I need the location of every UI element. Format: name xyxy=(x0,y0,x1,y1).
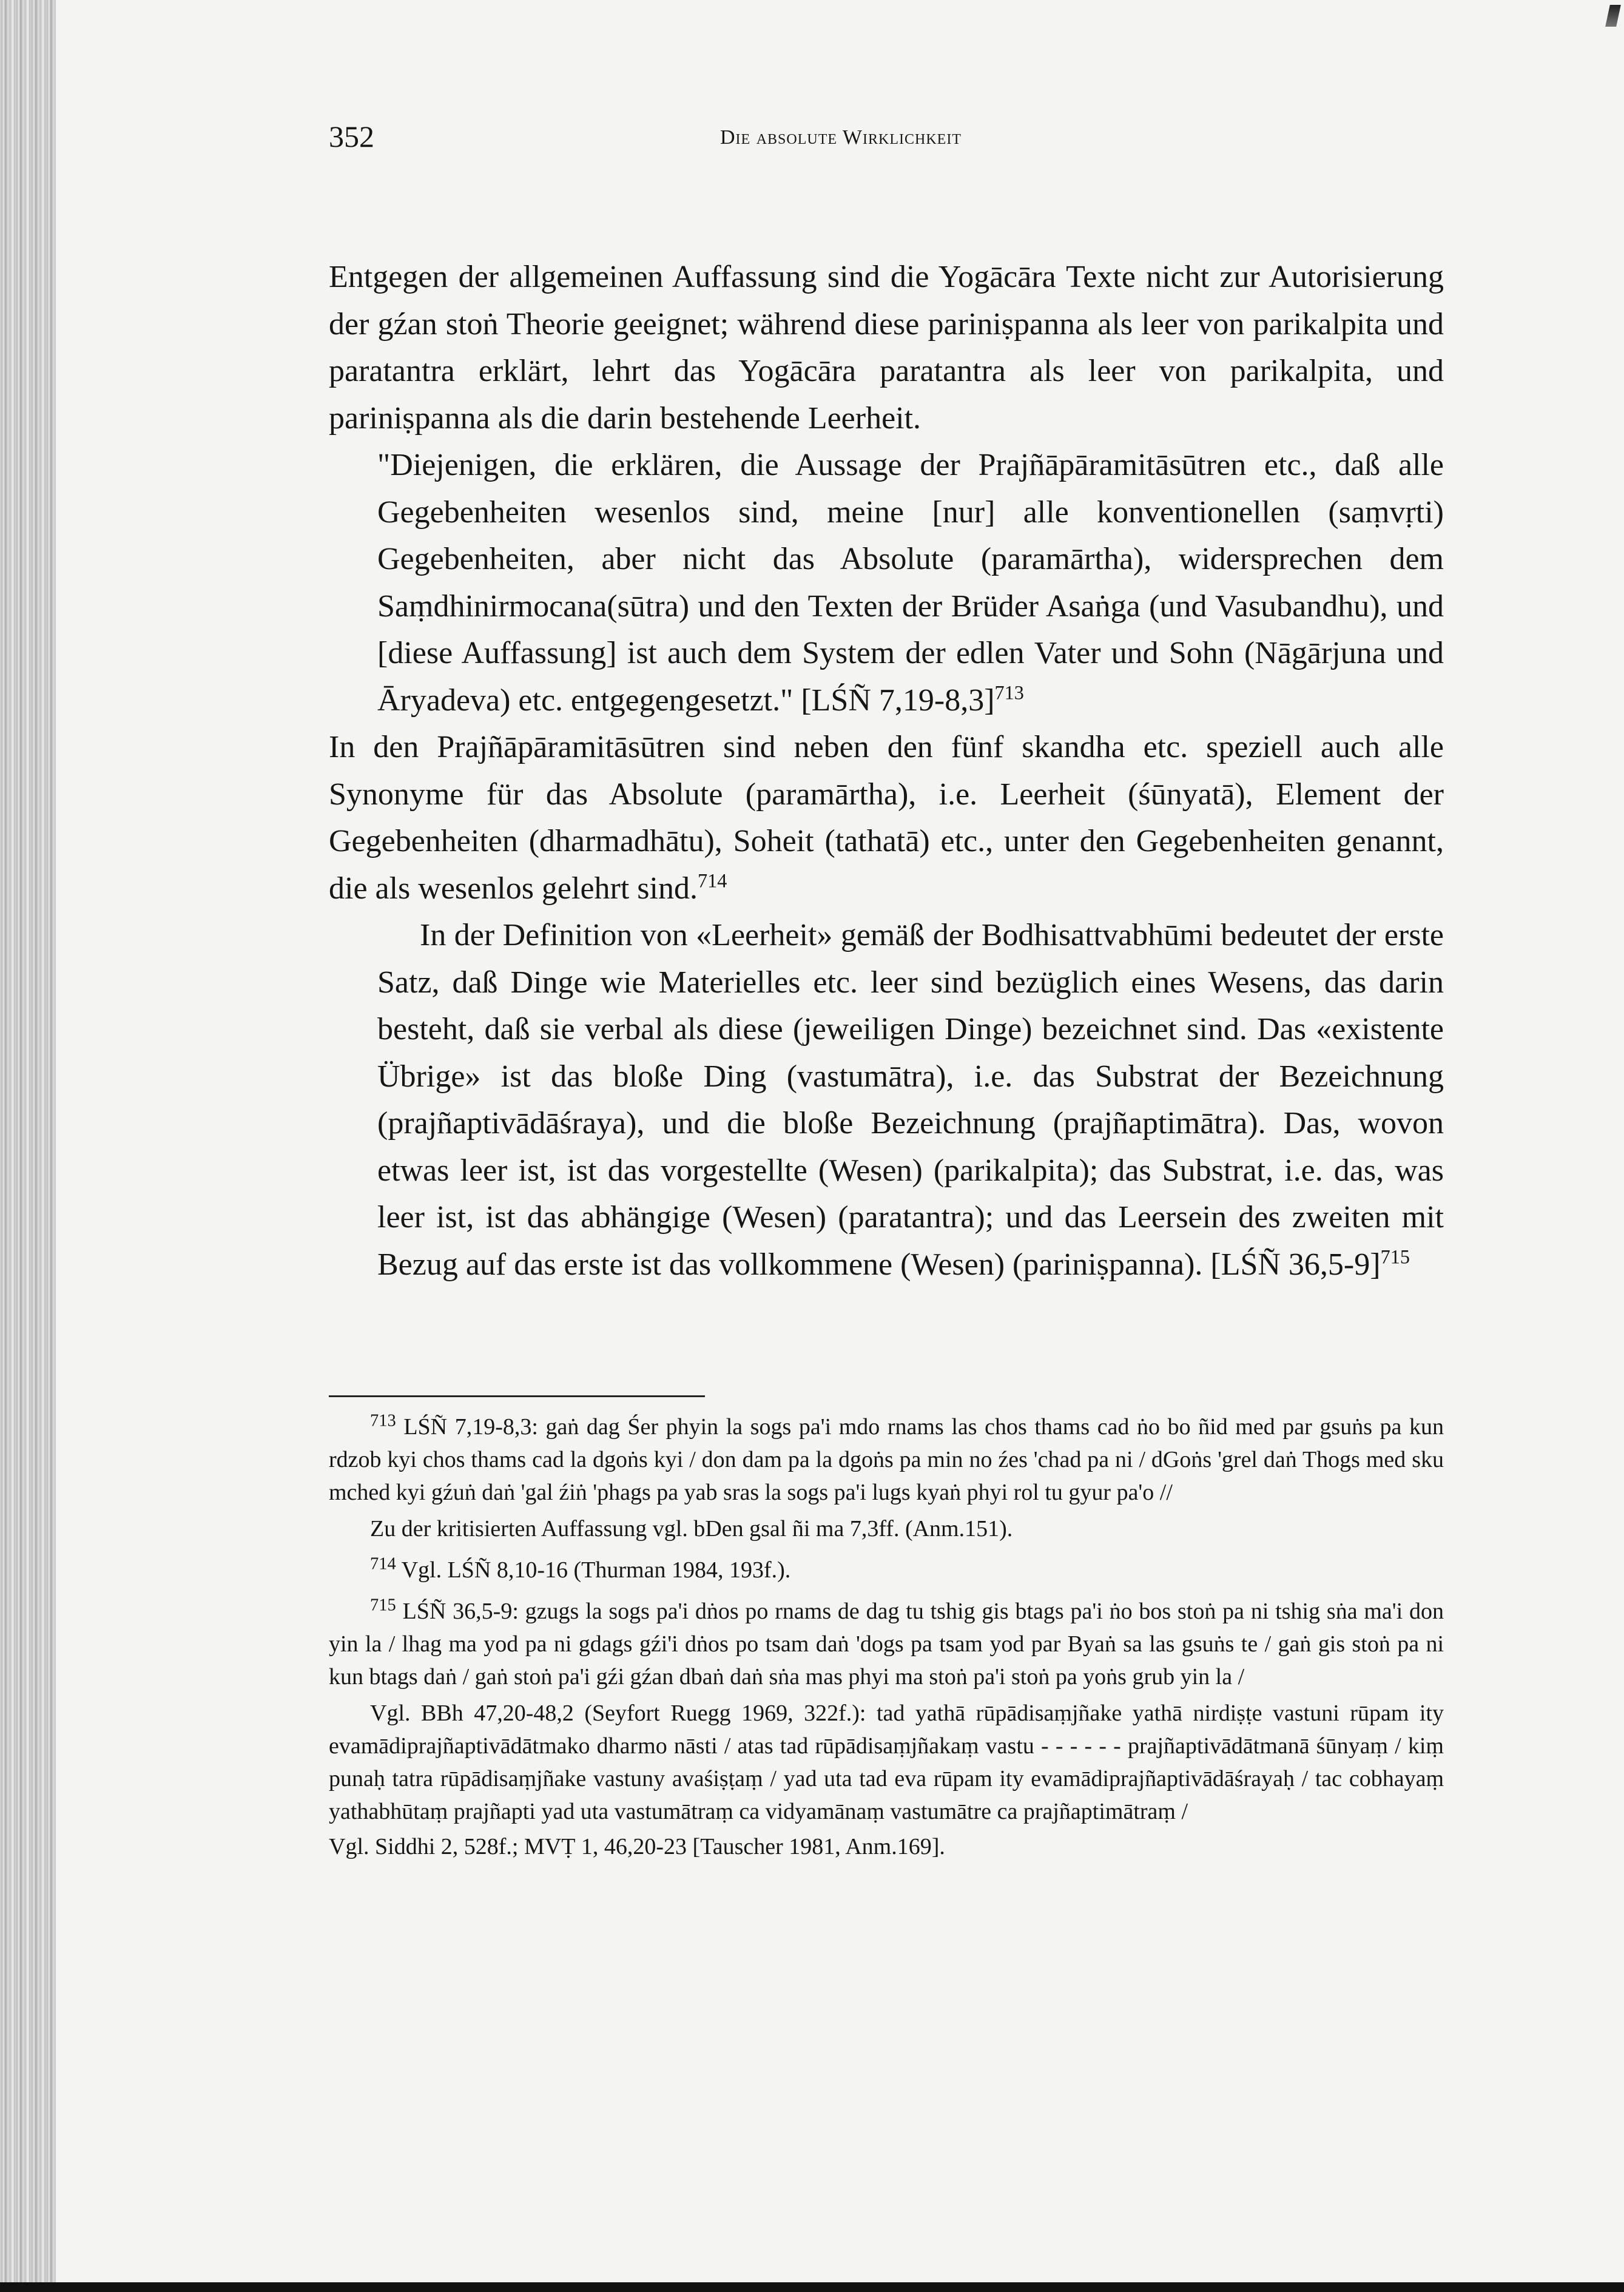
book-binding-edge xyxy=(0,0,56,2292)
footnote-715-last: Vgl. Siddhi 2, 528f.; MVṬ 1, 46,20-23 [Tauscher 1981, Anm.169]. xyxy=(329,1834,945,1859)
body-paragraph-2 xyxy=(329,724,1444,912)
footnote-713 xyxy=(329,1411,1444,1509)
footnote-714 xyxy=(329,1554,1444,1586)
body-paragraph-2-text: In den Prajñāpāramitāsūtren sind neben den fünf skandha etc. speziell auch alle Synonyme für das Absolute (paramārtha), i.e. Leerheit (śūnyatā), Element der Gegebenheiten (dharmadhātu), Soheit (tathatā) etc., unter den Gegebenheiten genannt, die als wesenlos gelehrt sind. xyxy=(329,730,1444,906)
page-number: 352 xyxy=(329,120,374,153)
body-paragraph-3-text: In der Definition von «Leerheit» gemäß der Bodhisattvabhūmi bedeutet der erste Satz, daß Dinge wie Materielles etc. leer sind bezüglich eines Wesens, das darin besteht, daß sie verbal als diese (jeweiligen Dinge) bezeichnet sind. Das «existente Übrige» ist das bloße Ding (vastumātra), i.e. das Substrat der Bezeichnung (prajñaptivādāśraya), und die bloße Bezeichnung (prajñaptimātra). Das, wovon etwas leer ist, ist das vorgestellte (Wesen) (parikalpita); das Substrat, i.e. das, was leer ist, ist das abhängige (Wesen) (paratantra); und das Leersein des zweiten mit Bezug auf das erste ist das vollkommene (Wesen) (pariniṣpanna). [LŚÑ 36,5-9] xyxy=(377,918,1444,1282)
footnote-separator xyxy=(329,1395,705,1397)
scan-bottom-edge xyxy=(0,2282,1624,2292)
footnote-713-mark: 713 xyxy=(370,1411,396,1431)
body-paragraph-3 xyxy=(377,912,1444,1288)
footnotes xyxy=(329,1411,1444,1863)
page-header xyxy=(329,119,1427,161)
footnote-715 xyxy=(329,1595,1444,1693)
quotation-text: "Diejenigen, die erklären, die Aussage der Prajñāpāramitāsūtren etc., daß alle Gegebenheiten wesenlos sind, meine [nur] alle konventionellen (saṃvṛti) Gegebenheiten, aber nicht das Absolute (paramārtha), widersprechen dem Saṃdhinirmocana(sūtra) und den Texten der Brüder Asaṅga (und Vasubandhu), und [diese Auffassung] ist auch dem System der edlen Vater und Sohn (Nāgārjuna und Āryadeva) etc. entgegengesetzt." [LŚÑ 7,19-8,3] xyxy=(377,448,1444,718)
scan-corner-mark xyxy=(1605,5,1621,27)
footnote-714-text: Vgl. LŚÑ 8,10-16 (Thurman 1984, 193f.). xyxy=(401,1557,791,1583)
footnote-ref-715[interactable]: 715 xyxy=(1380,1245,1410,1268)
footnote-715-mark: 715 xyxy=(370,1596,396,1615)
footnote-713-text: LŚÑ 7,19-8,3: gaṅ dag Śer phyin la sogs pa'i mdo rnams las chos thams cad ṅo bo ñid med par gsuṅs pa kun rdzob kyi chos thams cad la dgoṅs kyi / don dam pa la dgoṅs pa min no źes 'chad pa ni / dGoṅs 'grel daṅ Thogs med sku mched kyi gźuṅ daṅ 'gal źiṅ 'phags pa yab sras la sogs pa'i lugs kyaṅ phyi rol tu gyur pa'o // xyxy=(329,1414,1444,1505)
footnote-715-sub: Vgl. BBh 47,20-48,2 (Seyfort Ruegg 1969, 322f.): tad yathā rūpādisaṃjñake yathā nirdiṣṭe vastuni rūpam ity evamādiprajñaptivādātmako dharmo nāsti / atas tad rūpādisaṃjñakaṃ vastu - - - - - - prajñaptivādātmanā śūnyaṃ / kiṃ punaḥ tatra rūpādisaṃjñake vastuny avaśiṣṭaṃ / yad uta tad eva rūpam ity evamādiprajñaptivādāśrayaḥ / tac cobhayaṃ yathabhūtaṃ prajñapti yad uta vastumātraṃ ca vidyamānaṃ vastumātre ca prajñaptimātraṃ / xyxy=(329,1700,1444,1824)
main-text xyxy=(329,254,1444,1288)
footnote-715-text: LŚÑ 36,5-9: gzugs la sogs pa'i dṅos po rnams de dag tu tshig gis btags pa'i ṅo bos stoṅ pa ni tshig sṅa ma'i don yin la / lhag ma yod pa ni gdags gźi'i dṅos po tsam daṅ 'dogs pa tsam yod par Byaṅ sa las gsuṅs te / gaṅ gis stoṅ pa ni kun btags daṅ / gaṅ stoṅ pa'i gźi gźan dbaṅ daṅ sṅa mas phyi ma stoṅ pa'i stoṅ pa yoṅs grub yin la / xyxy=(329,1599,1444,1690)
quotation-block xyxy=(377,442,1444,724)
footnote-ref-713[interactable]: 713 xyxy=(994,681,1024,704)
footnote-ref-714[interactable]: 714 xyxy=(697,869,727,892)
footnote-713-sub: Zu der kritisierten Auffassung vgl. bDen gsal ñi ma 7,3ff. (Anm.151). xyxy=(370,1516,1013,1542)
running-title: Die absolute Wirklichkeit xyxy=(720,126,962,149)
body-paragraph-1: Entgegen der allgemeinen Auffassung sind die Yogācāra Texte nicht zur Autorisierung der gźan stoṅ Theorie geeignet; während diese pariniṣpanna als leer von parikalpita und paratantra erklärt, lehrt das Yogācāra paratantra als leer von parikalpita, und pariniṣpanna als die darin bestehende Leerheit. xyxy=(329,260,1444,436)
footnote-714-mark: 714 xyxy=(370,1554,396,1574)
